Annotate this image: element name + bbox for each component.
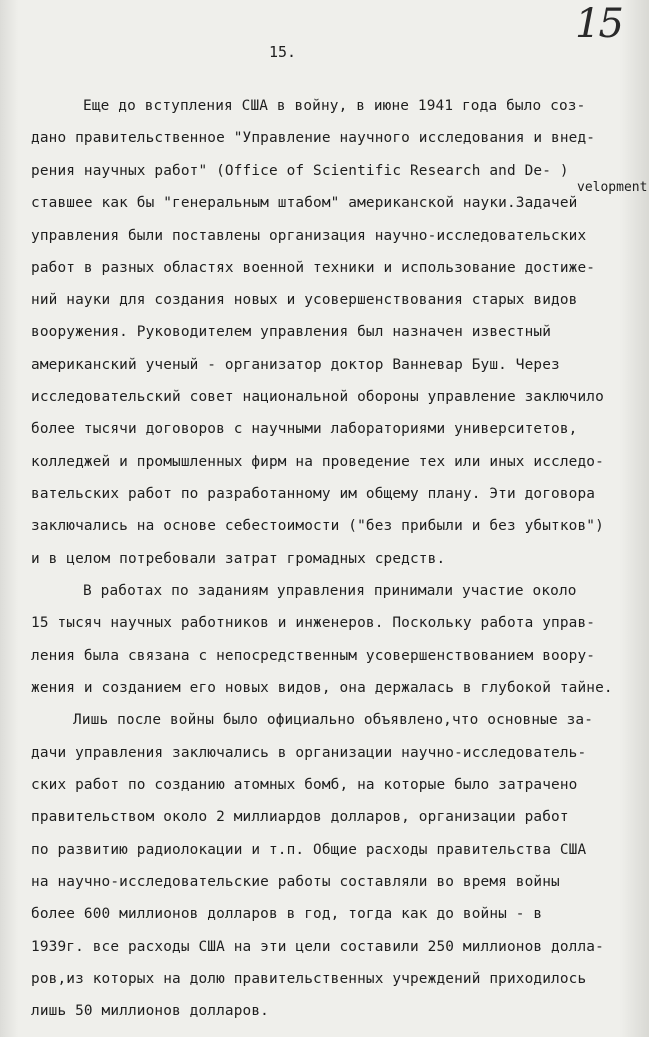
text-line: американский ученый - организатор доктор Ванневар Буш. Через	[31, 357, 560, 373]
text-line: 1939г. все расходы США на эти цели составили 250 миллионов долла-	[31, 939, 604, 955]
typed-page-number: 15.	[269, 43, 297, 61]
text-line: вательских работ по разработанному им общему плану. Эти договора	[31, 486, 596, 502]
text-line: В работах по заданиям управления принимали участие около	[83, 583, 577, 599]
text-line: Лишь после войны было официально объявлено,что основные за-	[73, 712, 594, 728]
text-line: вооружения. Руководителем управления был назначен известный	[31, 324, 552, 340]
margin-continuation: velopment	[577, 180, 648, 195]
text-line: на научно-исследовательские работы составляли во время войны	[31, 874, 560, 890]
handwritten-page-number: 15	[575, 1, 622, 47]
text-line: заключались на основе себестоимости ("без прибыли и без убытков")	[31, 518, 604, 534]
text-line: ров,из которых на долю правительственных учреждений приходилось	[31, 971, 587, 987]
text-line: ставшее как бы "генеральным штабом" американской науки.Задачей	[31, 195, 578, 211]
text-line: Еще до вступления США в войну, в июне 1941 года было соз-	[83, 98, 586, 114]
text-line: жения и созданием его новых видов, она держалась в глубокой тайне.	[31, 680, 613, 696]
text-line: правительством около 2 миллиардов долларов, организации работ	[31, 809, 569, 825]
text-line: ления была связана с непосредственным усовершенствованием воору-	[31, 648, 596, 664]
text-line: более тысячи договоров с научными лабораториями университетов,	[31, 421, 578, 437]
text-line: и в целом потребовали затрат громадных средств.	[31, 551, 446, 567]
text-line: ний науки для создания новых и усовершенствования старых видов	[31, 292, 578, 308]
text-line: более 600 миллионов долларов в год, тогда как до войны - в	[31, 906, 543, 922]
text-line: лишь 50 миллионов долларов.	[31, 1003, 269, 1019]
text-line: по развитию радиолокации и т.п. Общие расходы правительства США	[31, 842, 587, 858]
text-line: колледжей и промышленных фирм на проведение тех или иных исследо-	[31, 454, 604, 470]
text-line: дачи управления заключались в организации научно-исследователь-	[31, 745, 587, 761]
text-line: дано правительственное "Управление научного исследования и внед-	[31, 130, 596, 146]
text-line: рения научных работ" (Office of Scientific Research and De- )	[31, 163, 569, 179]
text-line: ских работ по созданию атомных бомб, на которые было затрачено	[31, 777, 578, 793]
text-line: управления были поставлены организация научно-исследовательских	[31, 228, 587, 244]
text-line: 15 тысяч научных работников и инженеров. Поскольку работа управ-	[31, 615, 596, 631]
text-line: работ в разных областях военной техники и использование достиже-	[31, 260, 596, 276]
text-line: исследовательский совет национальной обороны управление заключило	[31, 389, 604, 405]
